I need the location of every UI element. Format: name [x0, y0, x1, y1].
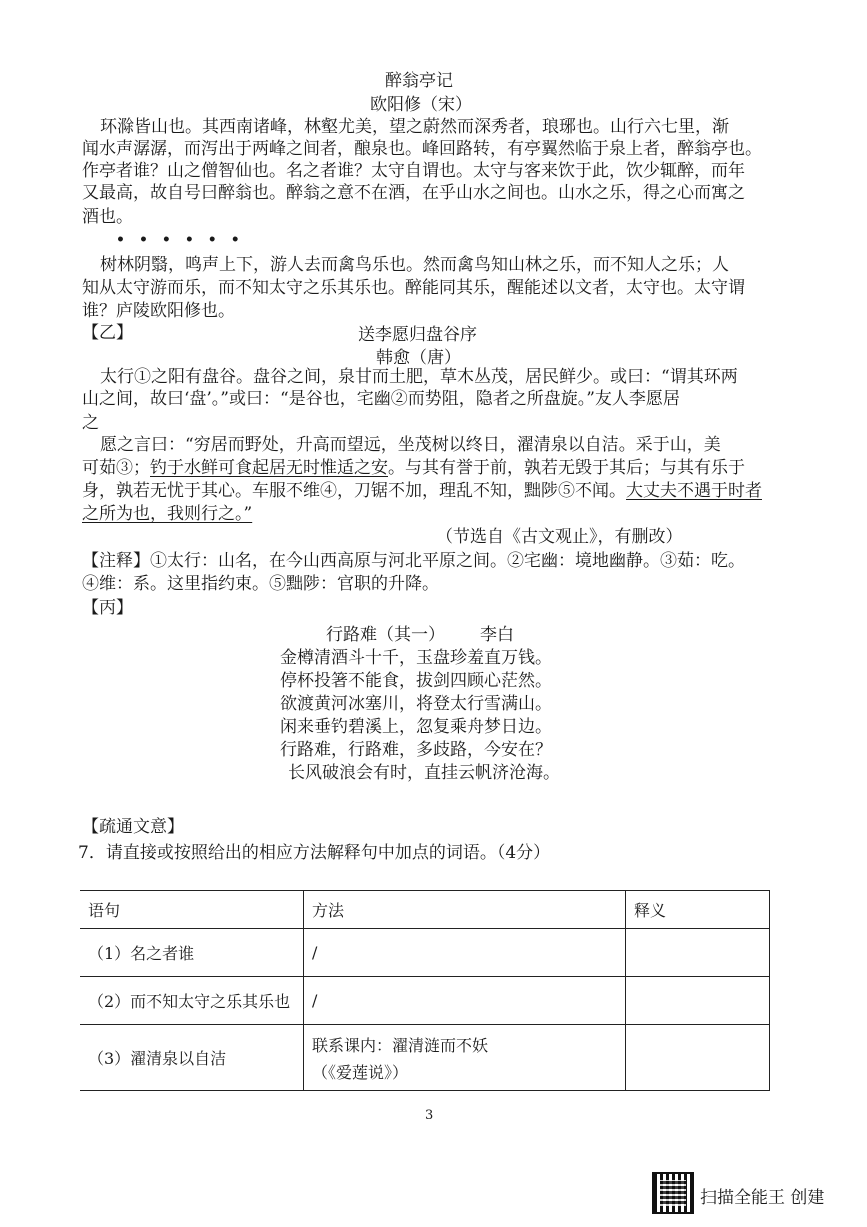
- table-row: [80, 929, 770, 977]
- text-line: [82, 480, 762, 502]
- answer-cell[interactable]: [626, 977, 770, 1025]
- yi-label: 【乙】: [82, 323, 133, 343]
- method-cell: [304, 1025, 626, 1091]
- qr-code-icon: [652, 1172, 694, 1214]
- text-line: 作亭者谁？山之僧智仙也。名之者谁？太守自谓也。太守与客来饮于此，饮少辄醉，而年: [82, 161, 745, 181]
- text-line: 谁？庐陵欧阳修也。: [82, 301, 235, 321]
- poem-line: 行路难，行路难，多歧路，今安在？: [280, 740, 552, 760]
- method-cell: /: [304, 977, 626, 1025]
- section-heading: 【疏通文意】: [82, 817, 184, 837]
- header-sentence: 语句: [80, 891, 304, 929]
- text-line: 太行①之阳有盘谷。盘谷之间，泉甘而土肥，草木丛茂，居民鲜少。或曰：“谓其环两: [100, 367, 738, 387]
- method-line: （《爱莲说》）: [312, 1062, 409, 1082]
- table-row: [80, 1025, 770, 1091]
- text-span: 身，孰若无忧于其心。车服不维④，刀锯不加，理乱不知，黜陟⑤不闻。: [82, 481, 626, 501]
- poem-line: 欲渡黄河冰塞川，将登太行雪满山。: [280, 694, 552, 714]
- sentence-cell: （2）而不知太守之乐其乐也: [80, 977, 304, 1025]
- text-line: 愿之言曰：“穷居而野处，升高而望远，坐茂树以终日，濯清泉以自洁。采于山，美: [100, 435, 721, 455]
- sentence-cell: （1）名之者谁: [80, 929, 304, 977]
- text-line: 知从太守游而乐，而不知太守之乐其乐也。醉能同其乐，醒能述以文者，太守也。太守谓: [82, 278, 745, 298]
- bing-title: 行路难（其一）: [326, 625, 445, 645]
- text-line: [82, 457, 745, 479]
- omission-dots: ••••••: [116, 232, 254, 248]
- method-line: 联系课内：濯清涟而不妖: [312, 1035, 489, 1055]
- text-line: 环滁皆山也。其西南诸峰，林壑尤美，望之蔚然而深秀者，琅琊也。山行六七里，渐: [100, 117, 729, 137]
- header-meaning: 释义: [626, 891, 770, 929]
- underlined-sentence: 大丈夫不遇于时者: [626, 481, 762, 501]
- poem-line: 金樽清酒斗十千，玉盘珍羞直万钱。: [280, 648, 552, 668]
- text-line: 闻水声潺潺，而泻出于两峰之间者，酿泉也。峰回路转，有亭翼然临于泉上者，醉翁亭也。: [82, 139, 762, 159]
- method-cell: /: [304, 929, 626, 977]
- jia-author: 欧阳修（宋）: [370, 95, 472, 115]
- underlined-sentence: 钓于水鲜可食起居无时惟适之安: [150, 458, 388, 478]
- source-note: （节选自《古文观止》，有删改）: [436, 527, 683, 547]
- poem-line: 闲来垂钓碧溪上，忽复乘舟梦日边。: [280, 717, 552, 737]
- sentence-cell: （3）濯清泉以自洁: [80, 1025, 304, 1091]
- answer-table: [80, 890, 770, 1091]
- answer-cell[interactable]: [626, 1025, 770, 1091]
- poem-line: 长风破浪会有时，直挂云帆济沧海。: [288, 763, 560, 783]
- bing-label: 【丙】: [82, 598, 133, 618]
- scanner-watermark: 扫描全能王 创建: [700, 1188, 825, 1208]
- question-text: 7．请直接或按照给出的相应方法解释句中加点的词语。（4分）: [78, 843, 551, 863]
- text-line: 山之间，故曰‘盘’。”或曰：“是谷也，宅幽②而势阻，隐者之所盘旋。”友人李愿居: [82, 389, 680, 409]
- jia-title: 醉翁亭记: [385, 71, 453, 91]
- yi-title: 送李愿归盘谷序: [358, 325, 477, 345]
- page-number: 3: [425, 1108, 434, 1123]
- text-line: 酒也。: [82, 207, 133, 227]
- poem-line: 停杯投箸不能食，拔剑四顾心茫然。: [280, 671, 552, 691]
- text-line: 又最高，故自号曰醉翁也。醉翁之意不在酒，在乎山水之间也。山水之乐，得之心而寓之: [82, 183, 745, 203]
- text-span: 可茹③；: [82, 458, 150, 478]
- yi-author: 韩愈（唐）: [376, 348, 461, 368]
- header-method: 方法: [304, 891, 626, 929]
- text-span: 。与其有誉于前，孰若无毁于其后；与其有乐于: [388, 458, 745, 478]
- text-line: 之: [82, 413, 99, 433]
- annotation-line: 【注释】①太行：山名，在今山西高原与河北平原之间。②宅幽：境地幽静。③茹：吃。: [82, 551, 745, 571]
- underlined-sentence: 之所为也，我则行之。”: [82, 504, 253, 524]
- table-row: [80, 977, 770, 1025]
- annotation-line: ④维：系。这里指约束。⑤黜陟：官职的升降。: [82, 574, 439, 594]
- text-line: 树林阴翳，鸣声上下，游人去而禽鸟乐也。然而禽鸟知山林之乐，而不知人之乐；人: [100, 255, 729, 275]
- table-header-row: [80, 891, 770, 929]
- bing-author: 李白: [480, 625, 514, 645]
- answer-cell[interactable]: [626, 929, 770, 977]
